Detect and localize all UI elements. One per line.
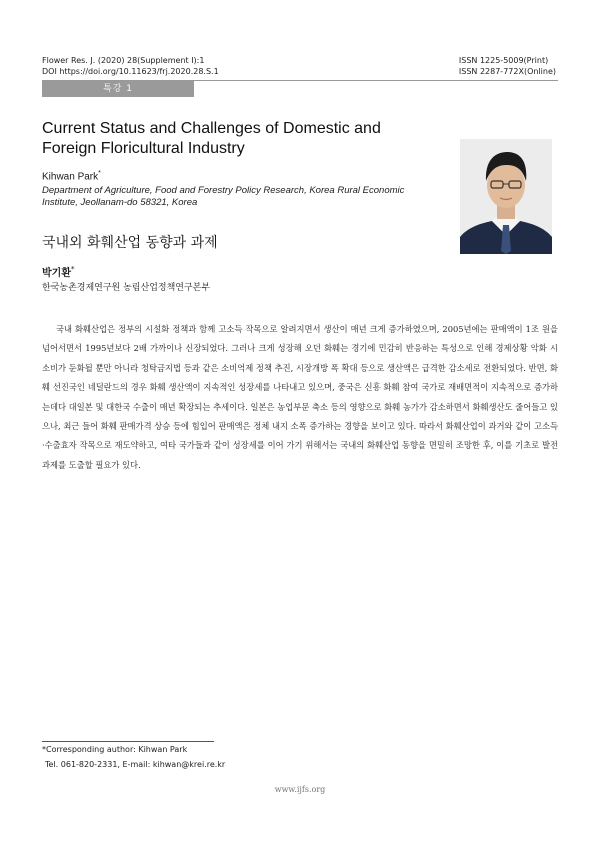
author-name-ko <box>42 264 74 279</box>
corresponding-author-note: *Corresponding author: Kihwan Park <box>42 745 188 754</box>
author-name-en-text: Kihwan Park <box>42 171 99 183</box>
paper-title-ko: 국내외 화훼산업 동향과 과제 <box>42 235 218 251</box>
author-portrait-image <box>460 139 552 254</box>
issn-print: ISSN 1225-5009(Print) <box>458 56 549 65</box>
author-ko-mark: * <box>70 265 75 274</box>
footnote-divider <box>42 741 214 742</box>
section-badge: 특강 1 <box>42 81 194 97</box>
author-photo <box>460 139 552 254</box>
paper-title-en-line1: Current Status and Challenges of Domestic and <box>42 120 381 137</box>
affiliation-ko: 한국농촌경제연구원 농림산업정책연구본부 <box>42 283 211 293</box>
affiliation-en-line2: Institute, Jeollanam-do 58321, Korea <box>42 197 198 208</box>
abstract-paragraph: 국내 화훼산업은 정부의 시설화 정책과 함께 고소득 작목으로 알려지면서 생산이 매년 크게 증가하였으며, 2005년에는 판매액이 1조 원을 넘어서면서 1995년보다 2배 가까이나 신장되었다. 그러나 크게 성장해 오던 화훼는 경기에 민감히 반응하는 특성으로 인해 경제상황 악화 시 소비가 둔화될 뿐만 아니라 청탁금지법 등과 같은 소비억제 정책 추진, 시장개방 폭 확대 등으로 생산액은 급격한 감소세로 전환되었다. 반면, 화훼 선진국인 네덜란드의 경우 화훼 생산액이 지속적인 성장세를 나타내고 있으며, 중국은 신흥 화훼 참여 국가로 재배면적이 지속적으로 증가하는데다 대일본 및 대한국 수출이 매년 확장되는 추세이다. 일본은 농업부문 축소 등의 영향으로 화훼 농가가 감소하면서 화훼생산도 줄어들고 있으나, 최근 들어 화훼 판매가격 상승 등에 힘입어 판매액은 정체 내지 소폭 증가하는 경향을 보이고 있다. 따라서 화훼산업이 과거와 같이 고소득·수출효자 작목으로 재도약하고, 여타 국가들과 같이 성장세를 이어 가기 위해서는 국내의 화훼산업 동향을 면밀히 조망한 후, 이를 기초로 발전 과제를 도출할 필요가 있다. <box>42 324 558 470</box>
paper-title-en-line2: Foreign Floricultural Industry <box>42 140 245 157</box>
affiliation-en-line1: Department of Agriculture, Food and Forestry Policy Research, Korea Rural Economic <box>42 185 405 196</box>
journal-header-left <box>42 55 219 77</box>
contact-info: Tel. 061-820-2331, E-mail: kihwan@krei.re.kr <box>45 760 226 769</box>
paper-title-en <box>42 119 442 159</box>
issn-online: ISSN 2287-772X(Online) <box>458 67 556 76</box>
journal-citation: Flower Res. J. (2020) 28(Supplement I):1 <box>42 56 205 65</box>
footer-url[interactable]: www.ijfs.org <box>274 785 326 794</box>
doi-link[interactable]: DOI https://doi.org/10.11623/frj.2020.28.S.1 <box>42 67 219 76</box>
author-name-ko-text: 박기환 <box>42 268 71 279</box>
affiliation-en <box>42 185 452 209</box>
author-mark: * <box>98 170 101 177</box>
author-name-en <box>42 170 101 182</box>
journal-header-right <box>459 55 556 77</box>
